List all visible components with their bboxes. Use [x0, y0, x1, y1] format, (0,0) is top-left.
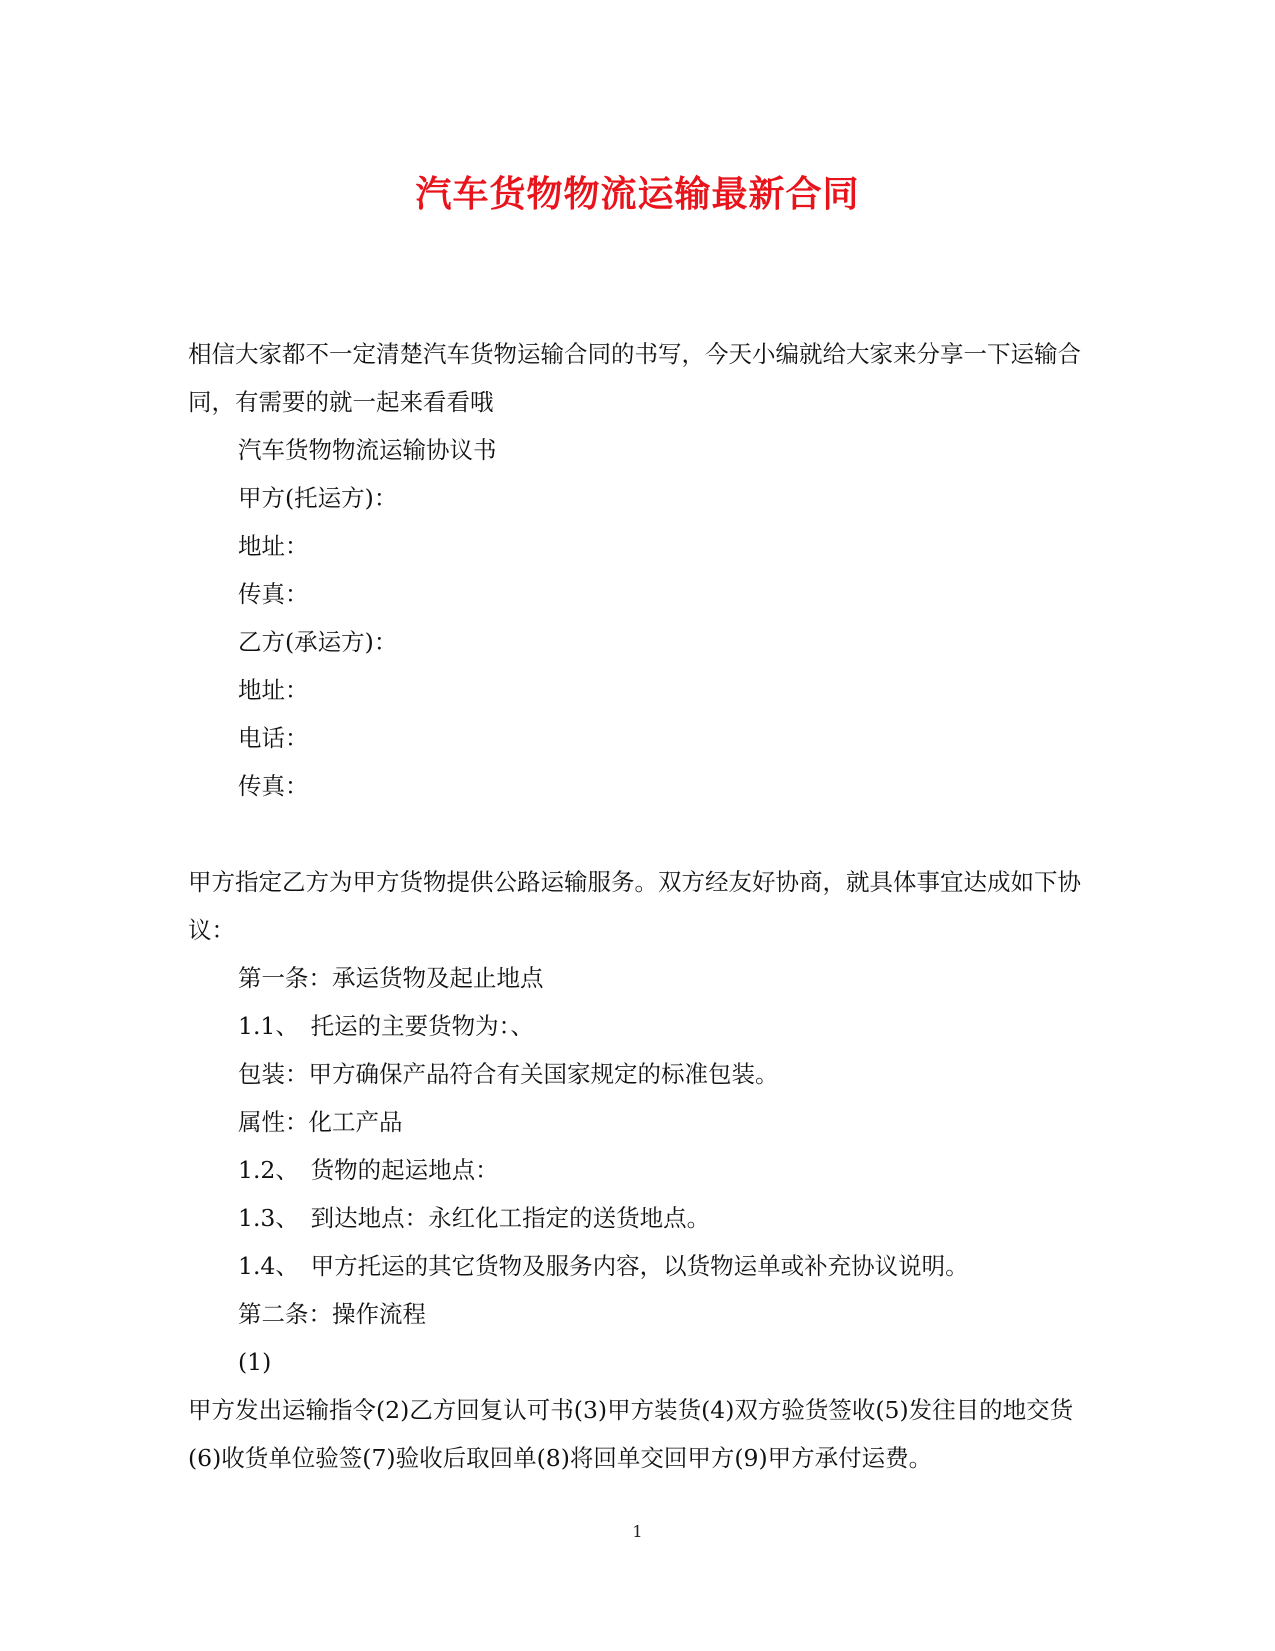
- clause-attribute: 属性：化工产品: [238, 1108, 403, 1136]
- clause-1-3: 1.3、 到达地点：永红化工指定的送货地点。: [238, 1204, 711, 1232]
- document-body: [188, 330, 1088, 1482]
- party-a-fax: 传真：: [238, 580, 309, 608]
- clause-1-1: 1.1、 托运的主要货物为：、: [238, 1012, 534, 1040]
- process-step-1: (1): [238, 1348, 272, 1376]
- party-a-address: 地址：: [238, 532, 309, 560]
- clause-1-4: 1.4、 甲方托运的其它货物及服务内容，以货物运单或补充协议说明。: [238, 1252, 969, 1280]
- document-title: 汽车货物物流运输最新合同: [415, 173, 860, 215]
- article-one-heading: 第一条：承运货物及起止地点: [238, 964, 544, 992]
- page-number: 1: [632, 1522, 643, 1541]
- agreement-heading: 汽车货物物流运输协议书: [238, 436, 497, 464]
- clause-packaging: 包装：甲方确保产品符合有关国家规定的标准包装。: [238, 1060, 779, 1088]
- party-b-phone: 电话：: [238, 724, 309, 752]
- article-two-heading: 第二条：操作流程: [238, 1300, 426, 1328]
- clause-1-2: 1.2、 货物的起运地点：: [238, 1156, 499, 1184]
- party-b-label: 乙方(承运方)：: [238, 628, 398, 656]
- party-a-label: 甲方(托运方)：: [238, 484, 398, 512]
- party-b-fax: 传真：: [238, 772, 309, 800]
- process-paragraph: 甲方发出运输指令(2)乙方回复认可书(3)甲方装货(4)双方验货签收(5)发往目的地交货(6)收货单位验签(7)验收后取回单(8)将回单交回甲方(9)甲方承付运费。: [188, 1396, 1074, 1472]
- party-b-address: 地址：: [238, 676, 309, 704]
- preamble-paragraph: 甲方指定乙方为甲方货物提供公路运输服务。双方经友好协商，就具体事宜达成如下协议：: [188, 868, 1081, 944]
- paragraph-gap: [188, 810, 1088, 858]
- intro-paragraph: 相信大家都不一定清楚汽车货物运输合同的书写，今天小编就给大家来分享一下运输合同，有需要的就一起来看看哦: [188, 340, 1081, 416]
